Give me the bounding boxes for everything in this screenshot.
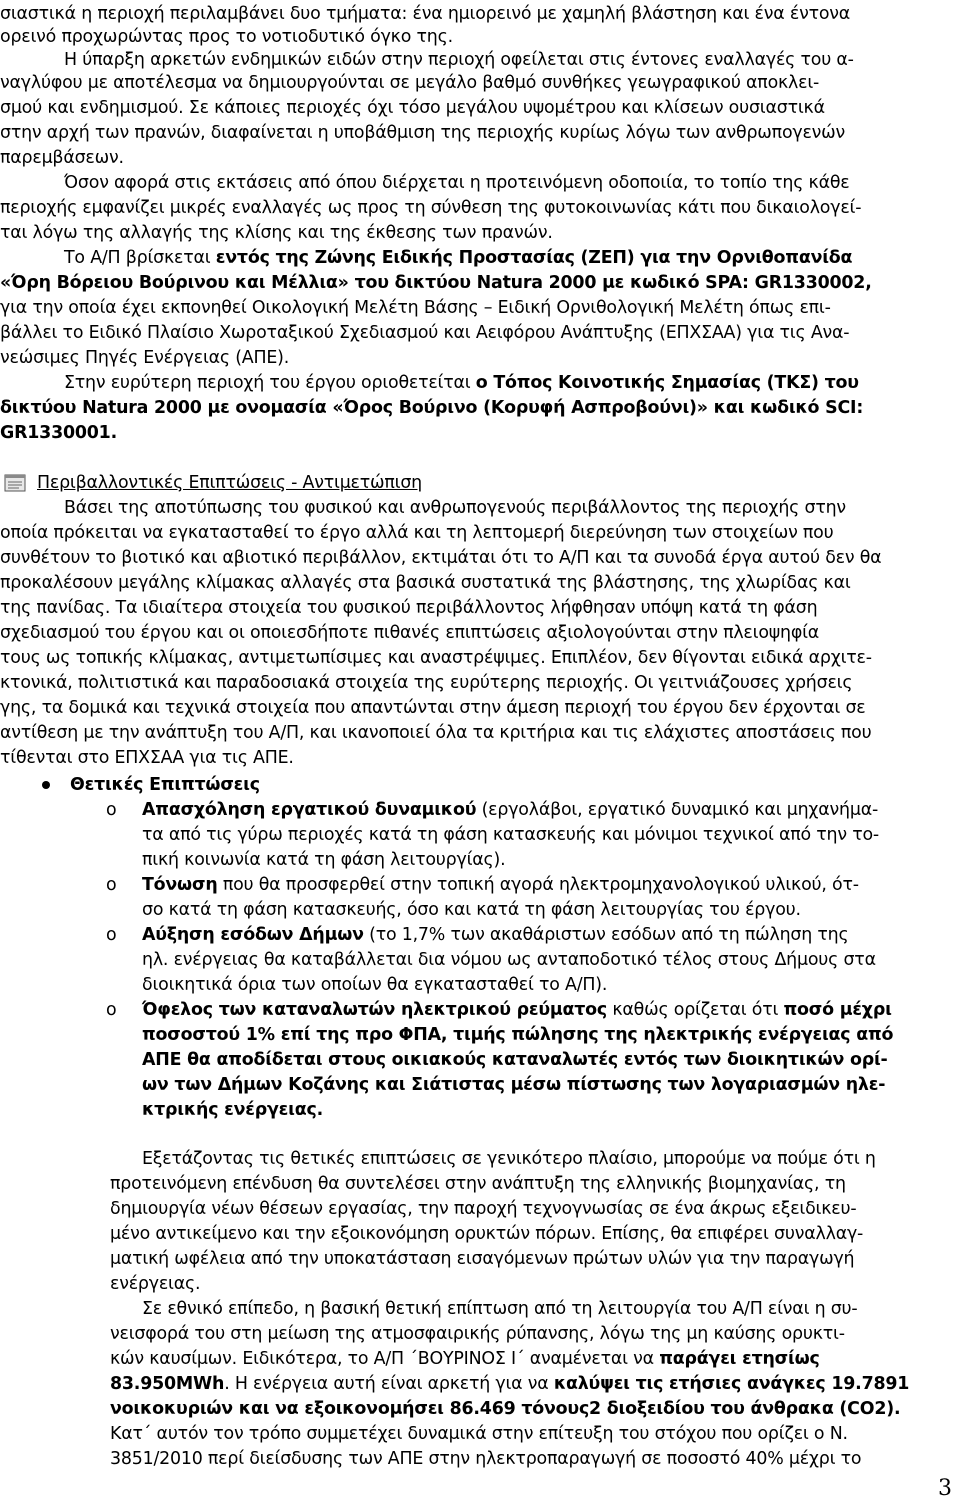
text-span: (το 1,7% των ακαθάριστων εσόδων από τη πώληση της [363,925,849,945]
text-line [110,1397,900,1421]
sub-bullet-marker: o [106,800,117,820]
text-line [142,1023,893,1047]
text-line: Εξετάζοντας τις θετικές επιπτώσεις σε γενικότερο πλαίσιο, μπορούμε να πούμε ότι η [142,1149,876,1169]
text-line: βάλλει το Ειδικό Πλαίσιο Χωροταξικού Σχεδιασμού και Αειφόρου Ανάπτυξης (ΕΠΧΣΑΑ) για τις Ανα- [0,323,850,343]
text-line [142,798,878,822]
bold-span: Αύξηση εσόδων Δήμων [142,925,364,945]
bold-span: Τόνωση [142,875,218,895]
notepad-icon [2,473,28,493]
text-span: Στην ευρύτερη περιοχή του έργου οριοθετείται [64,373,476,393]
text-line [110,1347,820,1371]
text-line: μένο αντικείμενο και την εξοικονόμηση ορυκτών πόρων. Επίσης, θα επιφέρει συναλλαγ- [110,1224,864,1244]
text-line: πική κοινωνία κατά τη φάση λειτουργίας). [142,850,506,870]
text-span: (εργολάβοι, εργατικό δυναμικό και μηχανήμα- [476,800,879,820]
bold-span: ποσό μέχρι [783,1000,892,1020]
text-line: κτονικά, πολιτιστικά και παραδοσιακά στοιχεία της ευρύτερης περιοχής. Οι γειτνιάζουσες χρήσεις [0,673,853,693]
bold-span: κτρικής ενέργειας. [142,1100,323,1120]
text-line [0,271,872,295]
bold-span: ΑΠΕ θα αποδίδεται στους οικιακούς καταναλωτές εντός των διοικητικών ορί- [142,1050,888,1070]
text-line: νεώσιμες Πηγές Ενέργειας (ΑΠΕ). [0,348,290,368]
text-line: σο κατά τη φάση κατασκευής, όσο και κατά τη φάση λειτουργίας του έργου. [142,900,801,920]
bold-span: Απασχόληση εργατικού δυναμικού [142,800,477,820]
text-line: ματική ωφέλεια από την υποκατάσταση εισαγόμενων πρώτων υλών για την παραγωγή [110,1249,855,1269]
text-line [0,396,863,420]
text-line: Σε εθνικό επίπεδο, η βασική θετική επίπτωση από τη λειτουργία του Α/Π είναι η συ- [142,1299,858,1319]
text-line: Όσον αφορά στις εκτάσεις από όπου διέρχεται η προτεινόμενη οδοποιία, το τοπίο της κάθε [64,173,850,193]
text-line [64,246,852,270]
text-line [142,923,848,947]
bold-span: καλύψει τις ετήσιες ανάγκες 19.7891 [553,1374,910,1394]
bullet-dot [42,781,50,789]
text-line: 3851/2010 περί διείσδυσης των ΑΠΕ στην ηλεκτροπαραγωγή σε ποσοστό 40% μέχρι το [110,1449,862,1469]
text-line: αντίθεση με την ανάπτυξη του Α/Π, και ικανοποιεί όλα τα κριτήρια και τις ελάχιστες αποστάσεις που [0,723,872,743]
text-line: στην αρχή των πρανών, διαφαίνεται η υποβάθμιση της περιοχής κυρίως λόγω των ανθρωπογενών [0,123,846,143]
section-heading: Περιβαλλοντικές Επιπτώσεις - Αντιμετώπιση [37,473,422,493]
text-line: οποία πρόκειται να εγκατασταθεί το έργο αλλά και τη λεπτομερή διερεύνηση των στοιχείων που [0,523,834,543]
bullet-item [70,773,260,797]
page-number: 3 [938,1476,952,1501]
text-line [0,421,117,445]
text-line: Βάσει της αποτύπωσης του φυσικού και ανθρωπογενούς περιβάλλοντος της περιοχής στην [64,498,846,518]
text-line: περιοχής εμφανίζει μικρές εναλλαγές ως προς τη σύνθεση της φυτοκοινωνίας κάτι που δικαιολογεί- [0,198,862,218]
text-line: προκαλέσουν μεγάλης κλίμακας αλλαγές στα βασικά συστατικά της βλάστησης, της χλωρίδας και [0,573,851,593]
bold-span: ποσοστού 1% επί της προ ΦΠΑ, τιμής πώλησης της ηλεκτρικής ενέργειας από [142,1025,894,1045]
text-span: καθώς ορίζεται ότι [607,1000,784,1020]
bold-span: νοικοκυριών και να εξοικονομήσει 86.469 τόνους2 διοξειδίου του άνθρακα (CO2). [110,1399,901,1419]
text-line: σχεδιασμού του έργου και οι οποιεσδήποτε πιθανές επιπτώσεις αξιολογούνται στην πλειοψηφία [0,623,820,643]
bold-span: παράγει ετησίως [659,1349,820,1369]
text-line [142,1073,885,1097]
text-line: ται λόγω της αλλαγής της κλίσης και της έκθεσης των πρανών. [0,223,553,243]
text-line: γης, τα δομικά και τεχνικά στοιχεία που απαντώνται στην άμεση περιοχή του έργου δεν έρχονται σε [0,698,866,718]
text-line: ηλ. ενέργειας θα καταβάλλεται δια νόμου ως ανταποδοτικό τέλος στους Δήμους στα [142,950,876,970]
text-line [64,371,859,395]
text-span: Το Α/Π βρίσκεται [64,248,216,268]
text-span: κών καυσίμων. Ειδικότερα, το Α/Π ΄ΒΟΥΡΙΝΟΣ Ι΄ αναμένεται να [110,1349,660,1369]
sub-bullet-marker: o [106,875,117,895]
bold-span: δικτύου Natura 2000 με ονομασία «Όρος Βούρινο (Κορυφή Ασπροβούνι)» και κωδικό SCI: [0,398,864,418]
text-line: σιαστικά η περιοχή περιλαμβάνει δυο τμήματα: ένα ημιορεινό με χαμηλή βλάστηση και ένα έντονα [0,4,851,24]
text-line [142,1048,888,1072]
text-line: σμού και ενδημισμού. Σε κάποιες περιοχές όχι τόσο μεγάλου υψομέτρου και κλίσεων ουσιαστικά [0,98,825,118]
bold-span: ων των Δήμων Κοζάνης και Σιάτιστας μέσω πίστωσης των λογαριασμών ηλε- [142,1075,886,1095]
sub-bullet-marker: o [106,1000,117,1020]
bold-span: GR1330001. [0,423,117,443]
sub-bullet-marker: o [106,925,117,945]
text-line: συνθέτουν το βιοτικό και αβιοτικό περιβάλλον, εκτιμάται ότι το Α/Π και τα συνοδά έργα αυτού δεν θα [0,548,882,568]
bold-span: ο Τόπος Κοινοτικής Σημασίας (ΤΚΣ) του [475,373,859,393]
text-line: ναγλύφου με αποτέλεσμα να δημιουργούνται σε μεγάλο βαθμό συνθήκες γεωγραφικού αποκλει- [0,73,820,93]
text-line: δημιουργία νέων θέσεων εργασίας, την παροχή τεχνογνωσίας σε ένα άκρως εξειδικευ- [110,1199,857,1219]
text-line: τα από τις γύρω περιοχές κατά τη φάση κατασκευής και μόνιμοι τεχνικοί από την το- [142,825,879,845]
text-line: διοικητικά όρια των οποίων θα εγκατασταθεί το Α/Π). [142,975,608,995]
text-line: ενέργειας. [110,1274,201,1294]
text-line: τους ως τοπικής κλίμακας, αντιμετωπίσιμες και αναστρέψιμες. Επιπλέον, δεν θίγονται ειδικά αρχιτε- [0,648,872,668]
text-line: προτεινόμενη επένδυση θα συντελέσει στην ανάπτυξη της ελληνικής βιομηχανίας, τη [110,1174,846,1194]
bold-span: Όφελος των καταναλωτών ηλεκτρικού ρεύματος [142,1000,607,1020]
text-line: της πανίδας. Τα ιδιαίτερα στοιχεία του φυσικού περιβάλλοντος λήφθησαν υπόψη κατά τη φάση [0,598,818,618]
bold-span: εντός της Ζώνης Ειδικής Προστασίας (ΖΕΠ) για την Ορνιθοπανίδα [215,248,853,268]
text-line: ορεινό προχωρώντας προς το νοτιοδυτικό όγκο της. [0,27,453,47]
text-line [142,873,859,897]
text-span: . Η ενέργεια αυτή είναι αρκετή για να [224,1374,554,1394]
bold-span: 83.950MWh [110,1374,225,1394]
text-span: που θα προσφερθεί στην τοπική αγορά ηλεκτρομηχανολογικού υλικού, ότ- [217,875,859,895]
text-line: νεισφορά του στη μείωση της ατμοσφαιρικής ρύπανσης, λόγω της μη καύσης ορυκτι- [110,1324,845,1344]
text-line: τίθενται στο ΕΠΧΣΑΑ για τις ΑΠΕ. [0,748,294,768]
text-line [142,998,892,1022]
text-line: Η ύπαρξη αρκετών ενδημικών ειδών στην περιοχή οφείλεται στις έντονες εναλλαγές του α- [64,50,854,70]
bold-span: Θετικές Επιπτώσεις [70,775,260,795]
bold-span: «Όρη Βόρειου Βούρινου και Μέλλια» του δικτύου Natura 2000 με κωδικό SPA: GR1330002, [0,273,872,293]
text-line: παρεμβάσεων. [0,148,124,168]
text-line [110,1372,909,1396]
text-line: Κατ΄ αυτόν τον τρόπο συμμετέχει δυναμικά στην επίτευξη του στόχου που ορίζει ο Ν. [110,1424,848,1444]
text-line: για την οποία έχει εκπονηθεί Οικολογική Μελέτη Βάσης – Ειδική Ορνιθολογική Μελέτη όπως επι- [0,298,831,318]
text-line [142,1098,323,1122]
